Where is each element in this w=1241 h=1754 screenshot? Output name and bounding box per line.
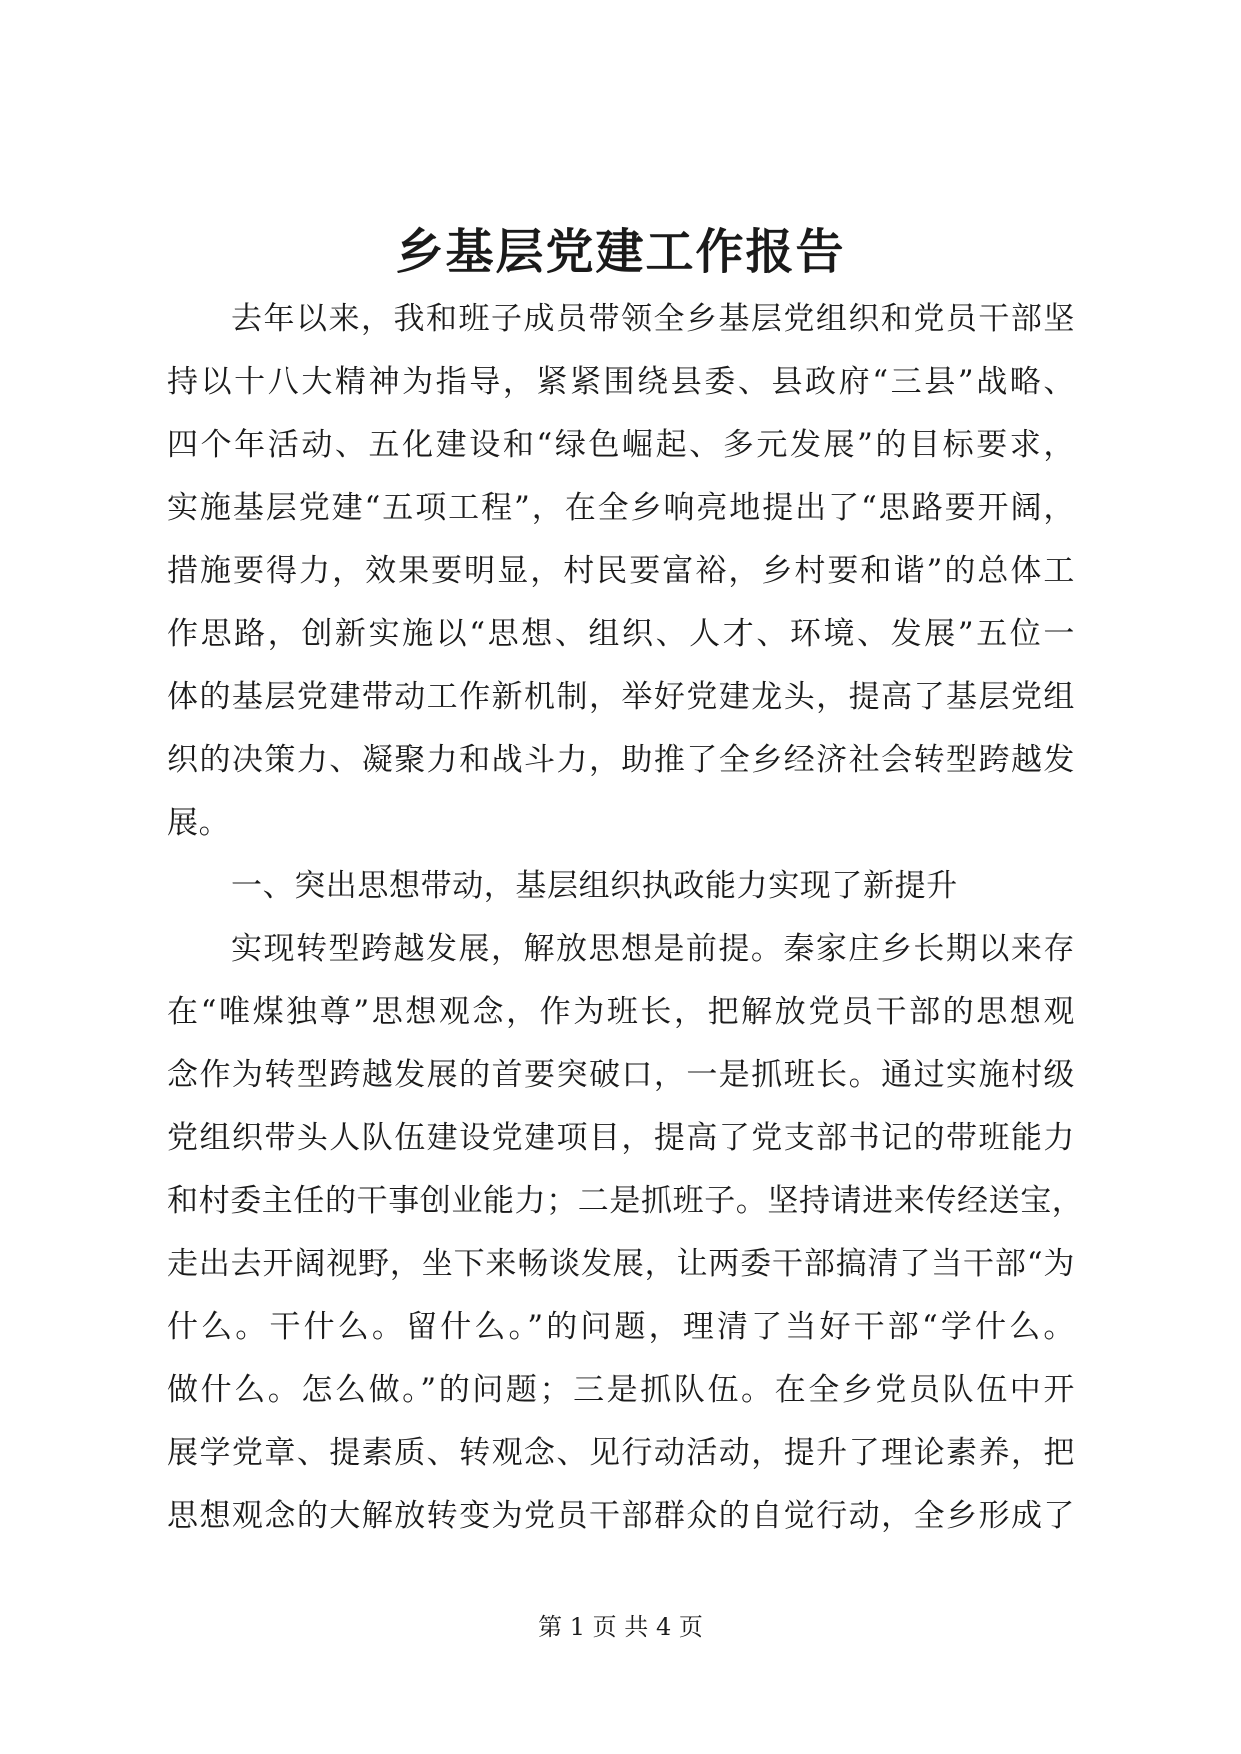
text-line: 措施要得力，效果要明显，村民要富裕，乡村要和谐”的总体工 [167, 553, 1075, 589]
text-line: 展。 [167, 805, 231, 841]
text-line: 实施基层党建“五项工程”，在全乡响亮地提出了“思路要开阔， [167, 490, 1075, 526]
text-line: 展学党章、提素质、转观念、见行动活动，提升了理论素养，把 [167, 1435, 1075, 1471]
text-line: 一、突出思想带动，基层组织执政能力实现了新提升 [231, 868, 958, 904]
text-line: 走出去开阔视野，坐下来畅谈发展，让两委干部搞清了当干部“为 [167, 1246, 1075, 1282]
text-line: 思想观念的大解放转变为党员干部群众的自觉行动，全乡形成了 [167, 1498, 1075, 1534]
text-line: 去年以来，我和班子成员带领全乡基层党组织和党员干部坚 [231, 301, 1075, 337]
text-line: 织的决策力、凝聚力和战斗力，助推了全乡经济社会转型跨越发 [167, 742, 1075, 778]
text-line: 体的基层党建带动工作新机制，举好党建龙头，提高了基层党组 [167, 679, 1075, 715]
text-line: 和村委主任的干事创业能力；二是抓班子。坚持请进来传经送宝， [167, 1183, 1084, 1219]
text-line: 实现转型跨越发展，解放思想是前提。秦家庄乡长期以来存 [231, 931, 1075, 967]
text-line: 持以十八大精神为指导，紧紧围绕县委、县政府“三县”战略、 [167, 364, 1075, 400]
text-line: 在“唯煤独尊”思想观念，作为班长，把解放党员干部的思想观 [167, 994, 1075, 1030]
text-line: 念作为转型跨越发展的首要突破口，一是抓班长。通过实施村级 [167, 1057, 1075, 1093]
page-number-footer: 第 1 页 共 4 页 [538, 1613, 703, 1641]
text-line: 什么。干什么。留什么。”的问题，理清了当好干部“学什么。 [167, 1309, 1075, 1345]
document-body [167, 288, 1084, 1548]
text-line: 党组织带头人队伍建设党建项目，提高了党支部书记的带班能力 [167, 1120, 1075, 1156]
text-line: 四个年活动、五化建设和“绿色崛起、多元发展”的目标要求， [167, 427, 1075, 463]
document-title: 乡基层党建工作报告 [395, 224, 846, 280]
text-line: 作思路，创新实施以“思想、组织、人才、环境、发展”五位一 [167, 616, 1075, 652]
text-line: 做什么。怎么做。”的问题；三是抓队伍。在全乡党员队伍中开 [167, 1372, 1075, 1408]
